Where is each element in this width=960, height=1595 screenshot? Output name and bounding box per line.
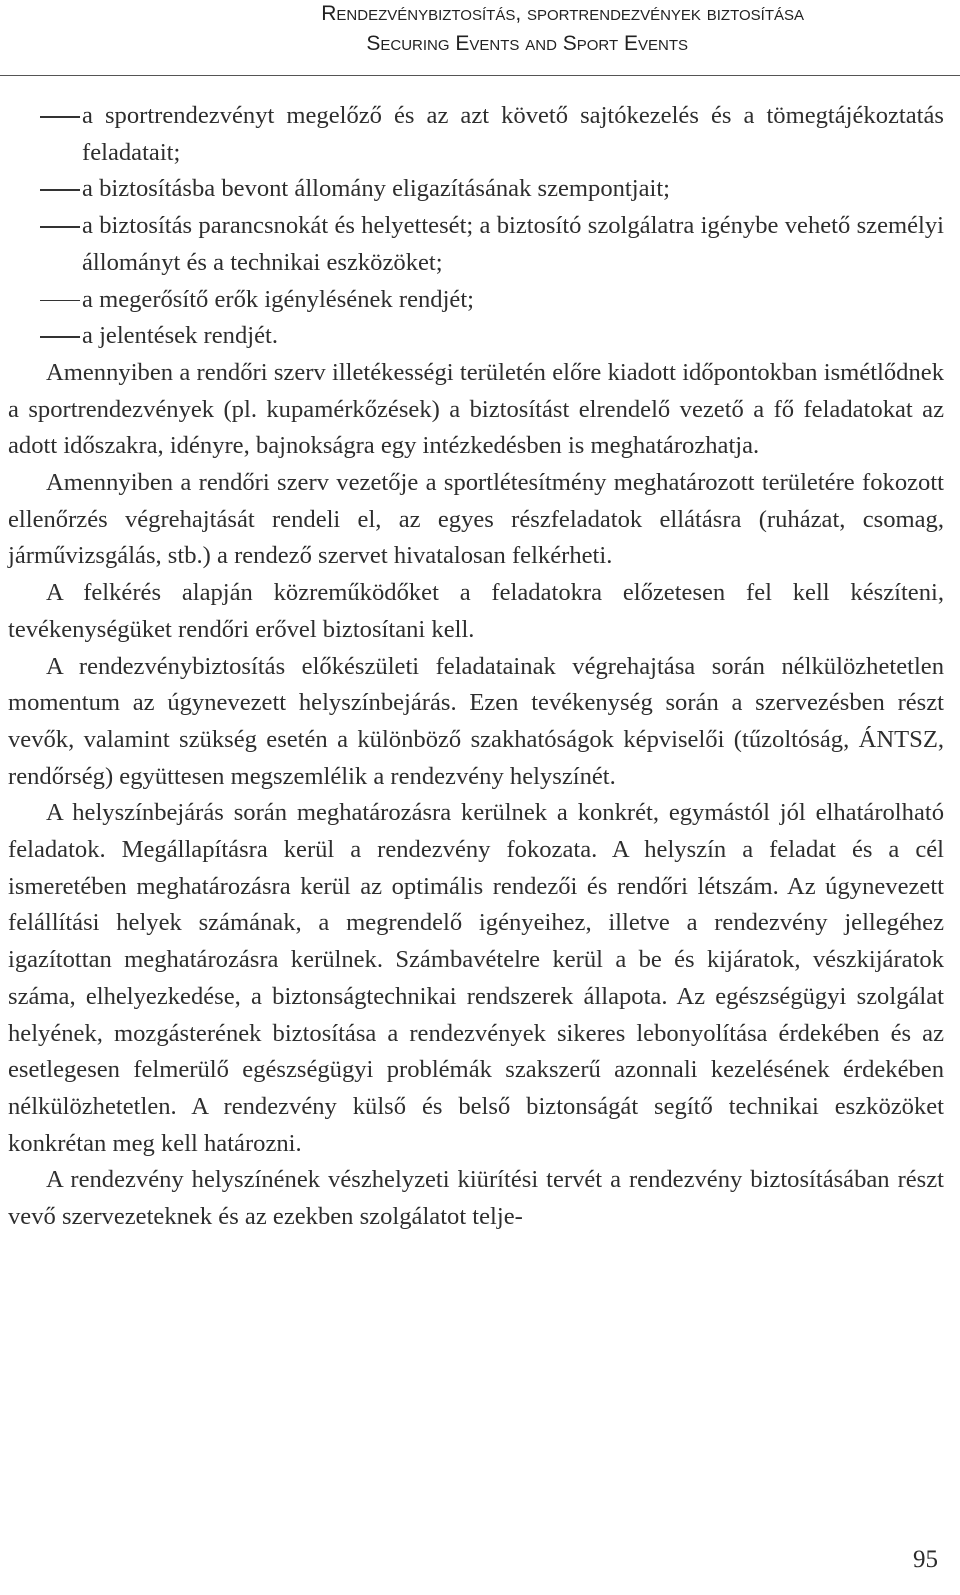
running-header bbox=[0, 0, 960, 76]
header-title-hungarian: Rendezvénybiztosítás, sportrendezvények biztosítása bbox=[321, 2, 804, 25]
dash-bullet-icon bbox=[40, 226, 80, 228]
paragraph: A rendezvény helyszínének vészhelyzeti kiürítési tervét a rendezvény biztosításában részt vevő szervezeteknek és az ezekben szolgálatot telje- bbox=[8, 1166, 944, 1231]
header-divider bbox=[0, 75, 960, 76]
dash-bullet-icon bbox=[40, 336, 80, 338]
header-title-english: Securing Events and Sport Events bbox=[366, 32, 688, 55]
dash-bullet-icon bbox=[40, 300, 80, 302]
bullet-item: a biztosítás parancsnokát és helyettesét; a biztosító szolgálatra igénybe vehető személyi állományt és a technikai eszközöket; bbox=[8, 208, 944, 281]
paragraph: Amennyiben a rendőri szerv vezetője a sportlétesítmény meghatározott területére fokozott ellenőrzés végrehajtását rendeli el, az egyes részfeladatok ellátásra (ruházat, csomag, járművizsgálás, stb.) a rendező szervet hivatalosan felkérheti. bbox=[8, 469, 944, 570]
dash-bullet-icon bbox=[40, 189, 80, 191]
paragraph: A felkérés alapján közreműködőket a feladatokra előzetesen fel kell készíteni, tevékenységüket rendőri erővel biztosítani kell. bbox=[8, 579, 944, 643]
body-text bbox=[8, 98, 944, 1236]
bullet-item: a jelentések rendjét. bbox=[8, 318, 944, 355]
bullet-item: a biztosításba bevont állomány eligazításának szempontjait; bbox=[8, 171, 944, 208]
paragraph: Amennyiben a rendőri szerv illetékességi területén előre kiadott időpontokban ismétlődnek a sportrendezvények (pl. kupamérkőzések) a biztosítást elrendelő vezető a fő feladatokat az adott időszakra, idényre, bajnokságra egy intézkedésben is meghatározhatja. bbox=[8, 358, 944, 460]
page-number: 95 bbox=[913, 1546, 938, 1573]
bullet-item: a megerősítő erők igénylésének rendjét; bbox=[8, 282, 944, 319]
paragraph: A rendezvénybiztosítás előkészületi feladatainak végrehajtása során nélkülözhetetlen momentum az úgynevezett helyszínbejárás. Ezen tevékenység során a szervezésben részt vevők, valamint szükség esetén a különböző szakhatóságok képviselői (tűzoltóság, ÁNTSZ, rendőrség) együttesen megszemlélik a rendezvény helyszínét. bbox=[8, 652, 944, 790]
dash-bullet-icon bbox=[40, 116, 80, 118]
paragraph: A helyszínbejárás során meghatározásra kerülnek a konkrét, egymástól jól elhatárolható feladatok. Megállapításra kerül a rendezvény fokozata. A helyszín a feladat és a cél ismeretében meghatározásra kerül az optimális rendezői és rendőri létszám. Az úgynevezett felállítási helyek számának, a megrendelő igényeihez, illetve a rendezvény jellegéhez igazítottan meghatározásra kerülnek. Számbavételre kerül a be és kijáratok, vészkijáratok száma, elhelyezkedése, a biztonságtechnikai rendszerek állapota. Az egészségügyi szolgálat helyének, mozgásterének biztosítása a rendezvények sikeres lebonyolítása érdekében és az esetlegesen felmerülő egészségügyi problémák szakszerű azonnali kezelésének érdekében nélkülözhetetlen. A rendezvény külső és belső biztonságát segítő technikai eszközöket konkrétan meg kell határozni. bbox=[8, 799, 944, 1157]
bullet-item: a sportrendezvényt megelőző és az azt követő sajtókezelés és a tömegtájékoztatás feladatait; bbox=[8, 98, 944, 171]
